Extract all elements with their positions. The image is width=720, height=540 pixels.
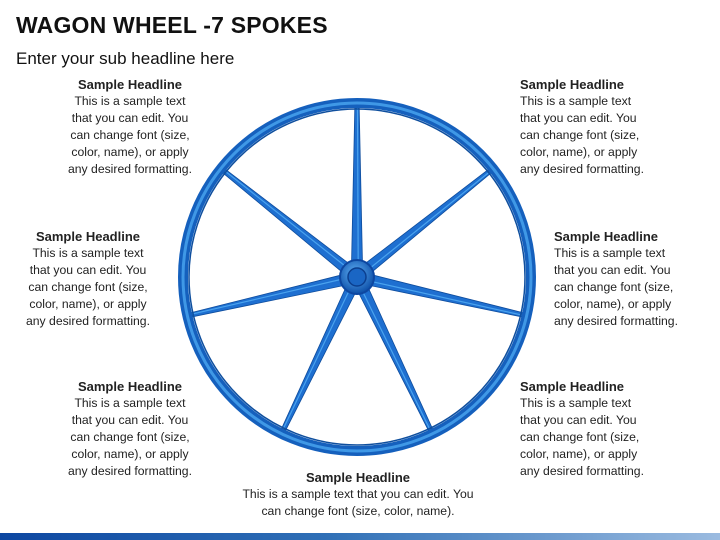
block-text-line: can change font (size, <box>28 280 148 294</box>
block-text-line: can change font (size, <box>70 430 190 444</box>
block-headline: Sample Headline <box>305 470 411 485</box>
block-text-line: can change font (size, <box>70 128 190 142</box>
wheel-spoke-highlight-2 <box>367 172 489 271</box>
wheel-spoke-highlight-5 <box>283 287 351 429</box>
block-text-line: that you can edit. You <box>554 263 671 277</box>
block-headline: Sample Headline <box>520 379 625 394</box>
text-block-top-right <box>520 76 700 178</box>
block-text-line: that you can edit. You <box>71 111 189 125</box>
block-text-line: any desired formatting. <box>554 314 678 328</box>
block-text-line: This is a sample text <box>74 94 186 108</box>
block-text-line: This is a sample text <box>520 94 632 108</box>
block-text-line: This is a sample text <box>554 246 666 260</box>
block-text-line: color, name), or apply <box>520 145 638 159</box>
wheel-spoke-6 <box>192 274 347 317</box>
block-text-line: any desired formatting. <box>520 464 644 478</box>
block-text-line: any desired formatting. <box>68 162 192 176</box>
block-text-line: that you can edit. You <box>71 413 189 427</box>
block-text-line: can change font (size, <box>554 280 674 294</box>
block-text-line: any desired formatting. <box>520 162 644 176</box>
block-text-line: color, name), or apply <box>554 297 672 311</box>
wheel-spoke-highlight-1 <box>358 108 359 265</box>
block-headline: Sample Headline <box>77 379 183 394</box>
block-text-line: can change font (size, <box>520 128 640 142</box>
block-text-line: color, name), or apply <box>71 447 189 461</box>
wheel-hub-center <box>348 268 366 286</box>
text-block-mid-left <box>18 228 158 330</box>
block-headline: Sample Headline <box>77 77 183 92</box>
block-text-line: that you can edit. You <box>520 413 637 427</box>
block-text-line: This is a sample text <box>32 246 144 260</box>
wheel-spoke-highlight-7 <box>225 171 348 268</box>
block-headline: Sample Headline <box>554 229 659 244</box>
text-block-top-left <box>60 76 200 178</box>
text-block-bottom <box>208 469 508 520</box>
block-text-line: This is a sample text that you can edit. You <box>242 487 474 501</box>
block-text-line: This is a sample text <box>74 396 186 410</box>
text-block-bottom-right <box>520 378 700 480</box>
text-block-mid-right <box>554 228 716 330</box>
wheel-spoke-highlight-3 <box>368 281 521 315</box>
wheel-spoke-highlight-4 <box>361 288 430 429</box>
slide-title: WAGON WHEEL -7 SPOKES <box>16 12 328 38</box>
block-text-line: can change font (size, color, name). <box>261 504 455 518</box>
block-text-line: that you can edit. You <box>520 111 637 125</box>
block-text-line: any desired formatting. <box>68 464 192 478</box>
wheel-spoke-1 <box>352 108 363 265</box>
block-text-line: color, name), or apply <box>520 447 638 461</box>
block-text-line: can change font (size, <box>520 430 640 444</box>
wheel-spoke-highlight-6 <box>192 279 345 315</box>
footer-accent-bar <box>0 533 720 540</box>
block-text-line: This is a sample text <box>520 396 632 410</box>
block-text-line: that you can edit. You <box>29 263 147 277</box>
block-text-line: color, name), or apply <box>29 297 147 311</box>
text-block-bottom-left <box>60 378 200 480</box>
block-headline: Sample Headline <box>35 229 141 244</box>
slide-subtitle: Enter your sub headline here <box>16 49 235 68</box>
block-headline: Sample Headline <box>520 77 625 92</box>
block-text-line: any desired formatting. <box>26 314 150 328</box>
block-text-line: color, name), or apply <box>71 145 189 159</box>
